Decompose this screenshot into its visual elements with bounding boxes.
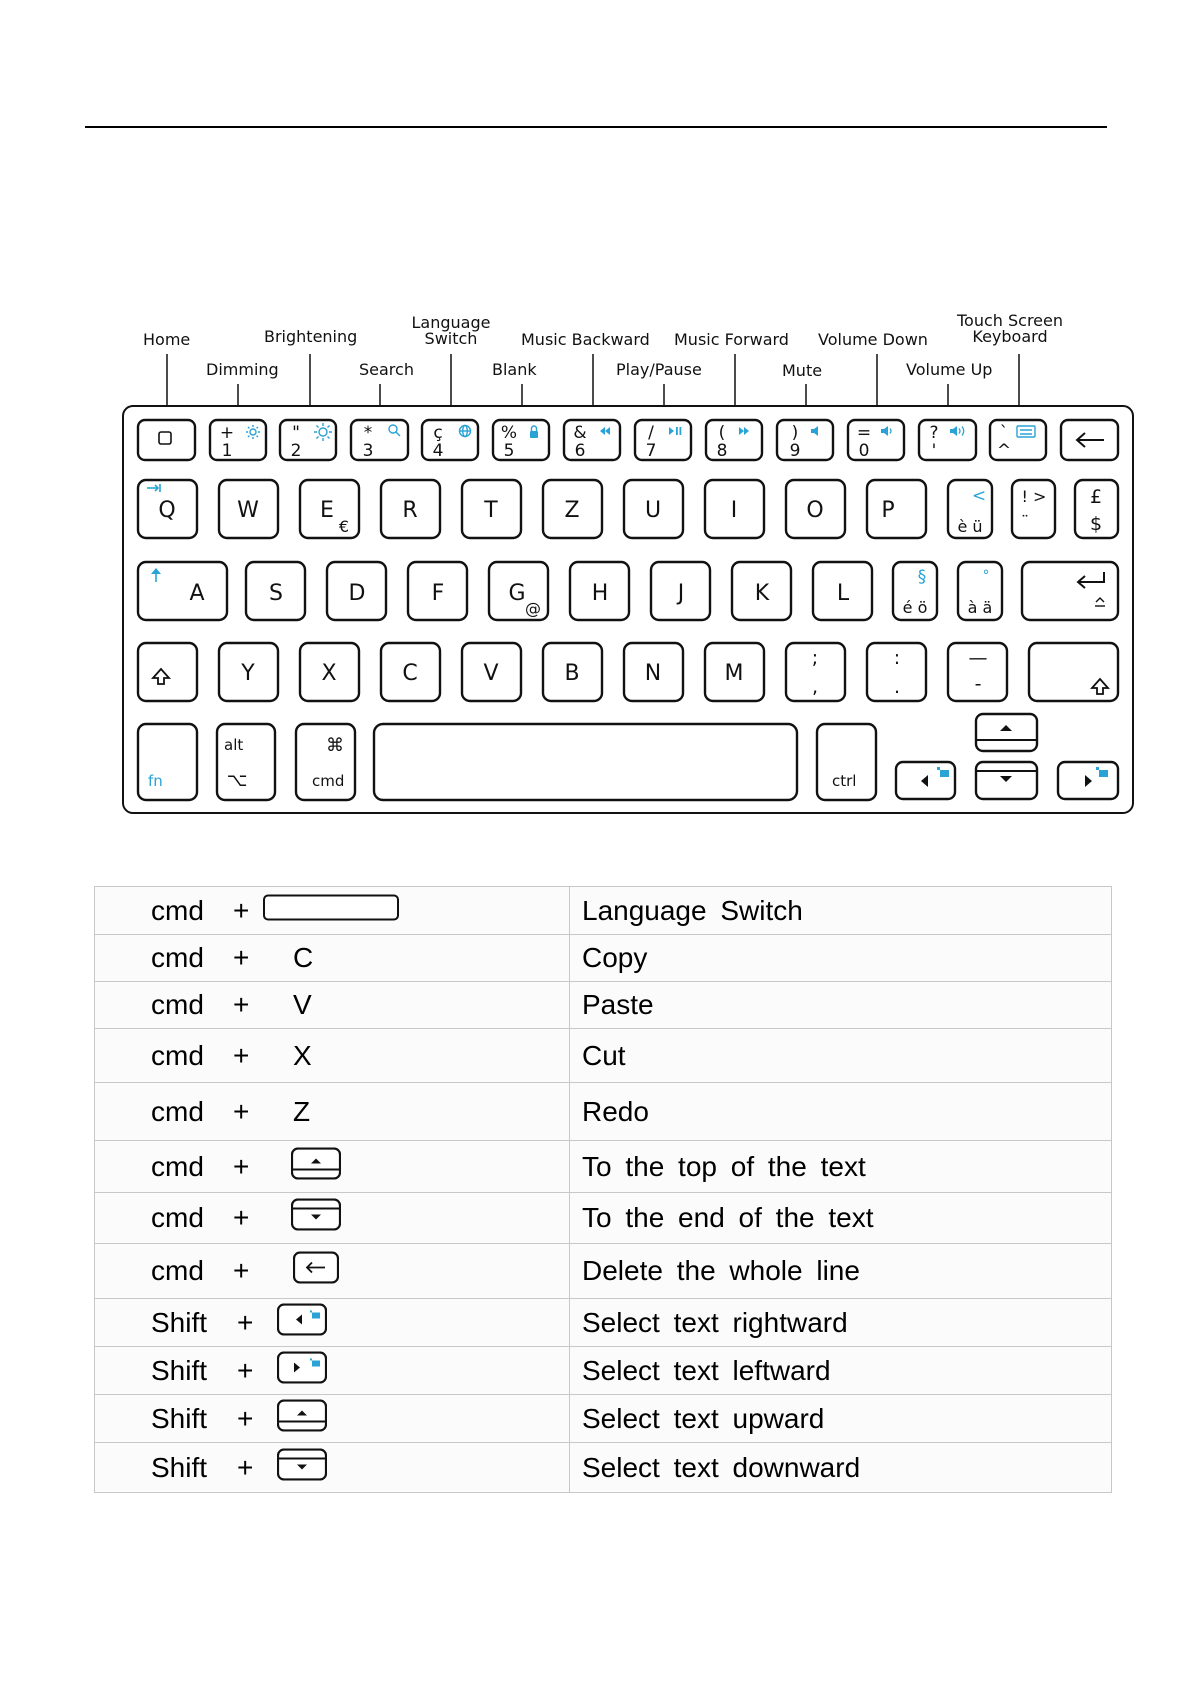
shortcut-key-letter: X xyxy=(293,1039,312,1071)
key-a-grave-bottom: à ä xyxy=(967,598,993,617)
key-6-bottom: 6 xyxy=(574,441,586,461)
shortcut-keys xyxy=(95,1141,570,1193)
key-e-acute-bottom: é ö xyxy=(902,598,928,617)
shortcut-keys xyxy=(95,1029,570,1083)
arrow-up-key-icon xyxy=(291,1147,341,1186)
shortcut-description: Language Switch xyxy=(570,887,1112,935)
arrow-right-icon xyxy=(1085,775,1092,787)
language-globe-icon xyxy=(460,426,471,437)
callout-keyboard: Keyboard xyxy=(972,327,1048,346)
play-pause-icon xyxy=(669,427,681,435)
callout-touch-screen: Touch Screen xyxy=(956,311,1063,330)
shortcut-keys xyxy=(95,887,570,935)
keyboard-diagram xyxy=(0,0,1191,840)
select-right-accent-icon xyxy=(1099,770,1108,777)
modifier-key: Shift xyxy=(151,1402,208,1434)
command-icon: ⌘ xyxy=(326,735,344,756)
table-row xyxy=(95,1083,1112,1141)
callout-dimming: Dimming xyxy=(206,360,279,379)
key-8[interactable] xyxy=(706,420,762,460)
tab-icon xyxy=(147,484,160,492)
modifier-key: cmd xyxy=(151,1150,204,1182)
key-2-top: " xyxy=(292,423,300,443)
key-g-at: @ xyxy=(525,599,541,618)
key-row-5 xyxy=(138,714,1118,800)
key-ctrl-label: ctrl xyxy=(832,772,857,790)
key-w-label: W xyxy=(237,498,259,523)
key-8-top: ( xyxy=(718,423,726,443)
plus-sign: + xyxy=(233,894,250,926)
plus-sign: + xyxy=(233,1255,250,1286)
key-n-label: N xyxy=(644,661,662,686)
shortcut-description: To the end of the text xyxy=(570,1193,1112,1244)
shortcut-key-letter: Z xyxy=(293,1095,311,1127)
key-enter[interactable] xyxy=(1022,562,1118,620)
key-b-label: B xyxy=(564,661,580,686)
key-9[interactable] xyxy=(777,420,833,460)
callout-play-pause: Play/Pause xyxy=(616,360,702,379)
key-4[interactable] xyxy=(422,420,478,460)
key-7[interactable] xyxy=(635,420,691,460)
key-4-top: ç xyxy=(433,423,443,443)
plus-sign: + xyxy=(233,1150,250,1182)
enter-icon xyxy=(1078,572,1105,606)
table-row xyxy=(95,1395,1112,1443)
key-exclaim-top: ! > xyxy=(1021,487,1047,506)
arrow-down-key-icon xyxy=(277,1448,327,1487)
key-a-label: A xyxy=(189,581,205,606)
key-dollar-bottom: $ xyxy=(1089,513,1103,535)
callout-blank: Blank xyxy=(492,360,537,379)
callout-language-switch: Switch xyxy=(424,329,478,348)
key-8-bottom: 8 xyxy=(716,441,728,461)
key-e-label: E xyxy=(320,498,334,523)
key-1-top: + xyxy=(219,423,235,443)
modifier-key: cmd xyxy=(151,942,204,973)
key-shift-right[interactable] xyxy=(1029,643,1118,701)
key-f-label: F xyxy=(431,581,445,606)
callout-music-forward: Music Forward xyxy=(674,330,789,349)
touch-keyboard-icon xyxy=(1017,426,1035,437)
option-icon: ⌥ xyxy=(226,770,248,791)
key-period-bottom: . xyxy=(893,676,901,698)
space-key-icon xyxy=(263,894,399,927)
key-caret-top: ` xyxy=(999,423,1009,443)
key-3-bottom: 3 xyxy=(362,441,374,461)
key-dash-top: — xyxy=(968,647,988,669)
key-shift-left[interactable] xyxy=(138,643,197,701)
home-icon xyxy=(159,432,171,444)
caps-arrow-head-icon xyxy=(151,568,161,574)
key-2[interactable] xyxy=(280,420,336,460)
key-7-bottom: 7 xyxy=(645,441,657,461)
modifier-key: cmd xyxy=(151,1202,204,1233)
shift-icon xyxy=(1092,679,1108,694)
callout-mute: Mute xyxy=(782,361,823,380)
modifier-key: Shift xyxy=(151,1354,208,1386)
table-row xyxy=(95,1347,1112,1395)
key-7-top: / xyxy=(648,423,654,443)
key-arrow-up[interactable] xyxy=(976,714,1037,751)
arrow-down-icon xyxy=(1000,776,1012,782)
key-r-label: R xyxy=(402,498,418,523)
arrow-down-key-icon xyxy=(291,1199,341,1238)
key-apostrophe-top: ? xyxy=(929,423,939,443)
brightening-sun-icon xyxy=(314,423,332,441)
shortcut-keys xyxy=(95,982,570,1029)
key-caret-bottom: ^ xyxy=(996,441,1012,461)
shortcut-description: Select text leftward xyxy=(570,1347,1112,1395)
shortcut-description: To the top of the text xyxy=(570,1141,1112,1193)
callout-lines xyxy=(167,354,1019,406)
plus-sign: + xyxy=(233,1202,250,1233)
key-t-label: T xyxy=(484,498,498,523)
table-row xyxy=(95,982,1112,1029)
arrow-up-icon xyxy=(1000,725,1012,731)
shortcut-description: Select text downward xyxy=(570,1443,1112,1493)
music-forward-icon xyxy=(739,427,749,435)
shortcut-description: Select text upward xyxy=(570,1395,1112,1443)
key-u-label: U xyxy=(644,498,662,523)
key-j-label: J xyxy=(677,581,685,606)
shortcut-keys xyxy=(95,1347,570,1395)
shortcut-key-letter: V xyxy=(293,989,312,1020)
dimming-sun-icon xyxy=(246,425,260,439)
backspace-key-icon xyxy=(293,1252,339,1291)
plus-sign: + xyxy=(237,1354,254,1386)
table-row xyxy=(95,1141,1112,1193)
plus-sign: + xyxy=(233,1095,250,1127)
key-e-acute-top: § xyxy=(917,567,927,587)
modifier-key: cmd xyxy=(151,894,204,926)
arrow-right-key-icon xyxy=(277,1351,327,1390)
modifier-key: Shift xyxy=(151,1306,208,1338)
volume-up-icon xyxy=(950,426,964,436)
key-c-label: C xyxy=(402,661,418,686)
key-cmd-label: cmd xyxy=(312,772,345,790)
callout-search: Search xyxy=(359,360,414,379)
shortcut-keys xyxy=(95,1443,570,1493)
key-apostrophe-bottom: ' xyxy=(931,441,937,461)
modifier-key: cmd xyxy=(151,989,204,1020)
shortcut-description: Redo xyxy=(570,1083,1112,1141)
key-row-1 xyxy=(138,420,1118,460)
key-o-label: O xyxy=(806,498,824,523)
shortcut-description: Copy xyxy=(570,935,1112,982)
key-hyphen-bottom: - xyxy=(974,673,982,695)
plus-sign: + xyxy=(237,1402,254,1434)
key-space[interactable] xyxy=(374,724,797,800)
key-p[interactable] xyxy=(867,480,926,538)
key-ue-bottom: è ü xyxy=(957,517,983,536)
callout-home: Home xyxy=(143,330,191,349)
table-row xyxy=(95,1443,1112,1493)
key-capslock[interactable] xyxy=(138,562,227,620)
key-k-label: K xyxy=(754,581,770,606)
shortcut-key-letter: C xyxy=(293,942,314,973)
arrow-left-icon xyxy=(921,775,928,787)
key-x-label: X xyxy=(321,661,337,686)
shortcut-description: Delete the whole line xyxy=(570,1244,1112,1299)
key-y-label: Y xyxy=(241,661,255,686)
table-row xyxy=(95,1193,1112,1244)
key-9-top: ) xyxy=(791,423,799,443)
key-p-label: P xyxy=(881,498,895,523)
plus-sign: + xyxy=(237,1306,254,1338)
key-ue-top: < xyxy=(971,486,987,506)
shortcut-keys xyxy=(95,1244,570,1299)
modifier-key: cmd xyxy=(151,1255,204,1286)
search-icon xyxy=(389,425,400,436)
shortcut-description: Paste xyxy=(570,982,1112,1029)
key-apostrophe[interactable] xyxy=(919,420,976,460)
key-0-top: = xyxy=(856,423,872,443)
key-6-top: & xyxy=(573,423,587,443)
key-e-euro: € xyxy=(338,517,350,536)
key-d-label: D xyxy=(348,581,366,606)
table-row xyxy=(95,1244,1112,1299)
key-5-bottom: 5 xyxy=(503,441,515,461)
key-1[interactable] xyxy=(210,420,266,460)
key-i-label: I xyxy=(730,498,738,523)
key-fn[interactable] xyxy=(138,724,197,800)
key-l-label: L xyxy=(836,581,850,606)
key-a-grave-top: ° xyxy=(982,568,990,584)
music-backward-icon xyxy=(600,427,610,435)
select-left-accent-icon xyxy=(940,770,949,777)
arrow-left-key-icon xyxy=(277,1303,327,1342)
key-9-bottom: 9 xyxy=(789,441,801,461)
shortcut-keys xyxy=(95,935,570,982)
shortcut-table xyxy=(94,886,1112,1493)
shortcut-description: Select text rightward xyxy=(570,1299,1112,1347)
lock-icon xyxy=(530,426,538,438)
key-4-bottom: 4 xyxy=(432,441,444,461)
callout-volume-down: Volume Down xyxy=(818,330,928,349)
key-alt-label: alt xyxy=(224,736,244,754)
key-5-top: % xyxy=(500,423,518,443)
shortcut-keys xyxy=(95,1193,570,1244)
key-colon-top: : xyxy=(893,647,901,669)
shortcut-keys xyxy=(95,1083,570,1141)
table-row xyxy=(95,935,1112,982)
shortcut-keys xyxy=(95,1299,570,1347)
callout-brightening: Brightening xyxy=(264,327,358,346)
key-fn-label: fn xyxy=(148,772,163,790)
key-0-bottom: 0 xyxy=(858,441,870,461)
key-s-label: S xyxy=(269,581,283,606)
key-v-label: V xyxy=(483,661,499,686)
callout-music-backward: Music Backward xyxy=(521,330,650,349)
volume-down-icon xyxy=(881,426,891,436)
plus-sign: + xyxy=(233,989,250,1020)
key-h-label: H xyxy=(591,581,609,606)
modifier-key: cmd xyxy=(151,1095,204,1127)
plus-sign: + xyxy=(237,1451,254,1483)
modifier-key: Shift xyxy=(151,1451,208,1483)
arrow-up-key-icon xyxy=(277,1399,327,1438)
shortcut-description: Cut xyxy=(570,1029,1112,1083)
plus-sign: + xyxy=(233,1039,250,1071)
key-m-label: M xyxy=(724,661,744,686)
key-2-bottom: 2 xyxy=(290,441,302,461)
table-row xyxy=(95,1029,1112,1083)
plus-sign: + xyxy=(233,942,250,973)
table-row xyxy=(95,1299,1112,1347)
key-pound-top: £ xyxy=(1089,486,1103,508)
key-semicolon-top: ; xyxy=(811,647,819,669)
backspace-arrow-icon xyxy=(1077,433,1104,447)
key-comma-bottom: , xyxy=(811,676,819,698)
modifier-key: cmd xyxy=(151,1039,204,1071)
key-z-label: Z xyxy=(564,498,580,523)
key-1-bottom: 1 xyxy=(221,441,233,461)
shift-icon xyxy=(153,669,169,684)
mute-icon xyxy=(811,426,818,436)
key-g-label: G xyxy=(508,581,526,606)
callout-volume-up: Volume Up xyxy=(906,360,993,379)
key-exclaim-bottom: ¨ xyxy=(1021,512,1029,531)
key-home[interactable] xyxy=(138,420,195,460)
callout-language: Language xyxy=(411,313,491,332)
key-3[interactable] xyxy=(351,420,408,460)
table-row xyxy=(95,887,1112,935)
shortcut-keys xyxy=(95,1395,570,1443)
key-q-label: Q xyxy=(158,498,176,523)
key-3-top: * xyxy=(363,423,373,443)
